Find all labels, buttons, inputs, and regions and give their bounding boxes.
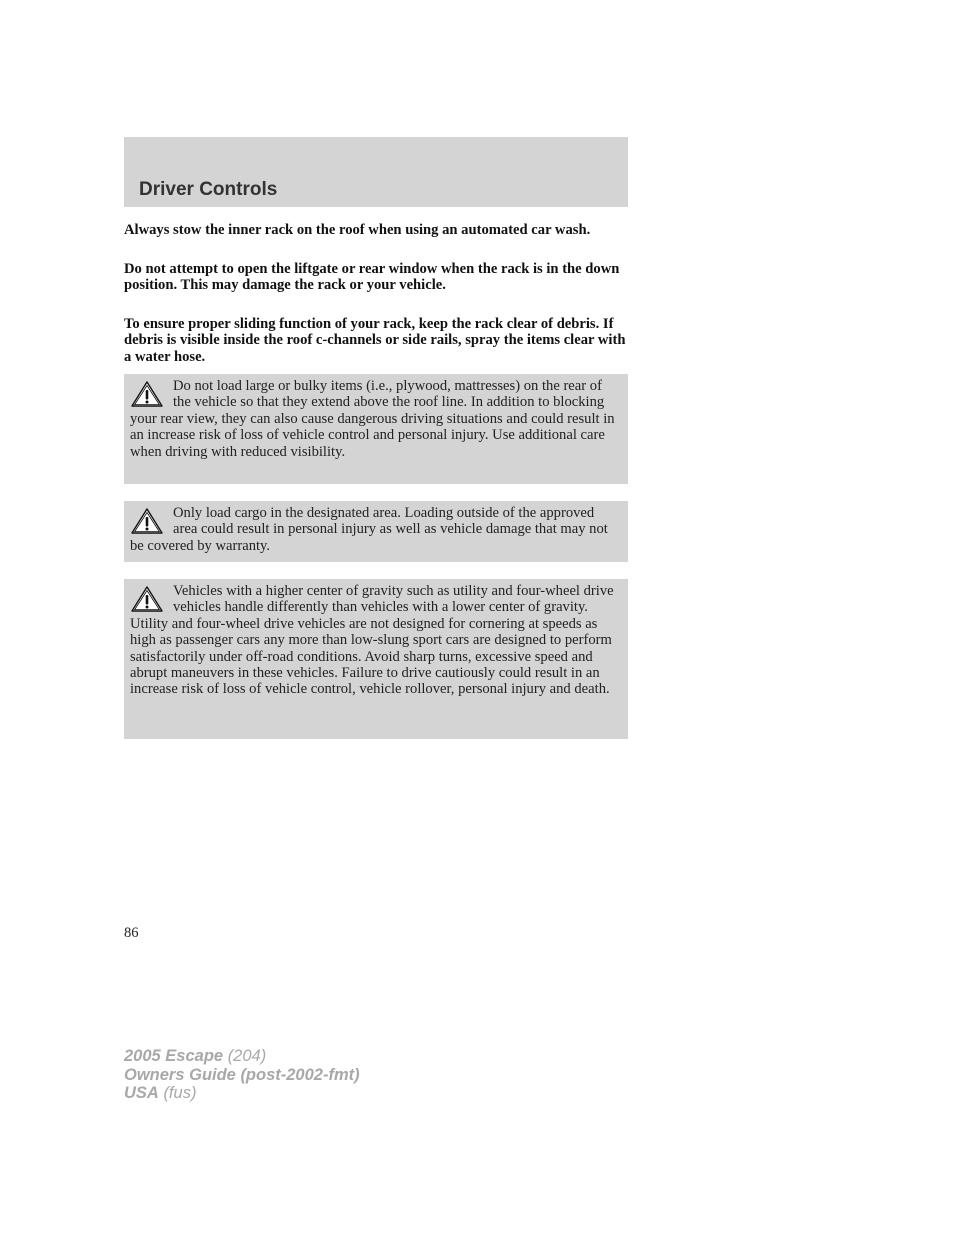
footer-model: 2005 Escape xyxy=(124,1047,224,1065)
footer-line-region xyxy=(124,1084,360,1103)
warning-triangle-icon xyxy=(130,585,164,613)
document-footer xyxy=(124,1047,360,1103)
footer-line-guide xyxy=(124,1066,360,1085)
instruction-paragraph-liftgate: Do not attempt to open the liftgate or rear window when the rack is in the down position. This may damage the rack or your vehicle. xyxy=(124,261,620,294)
section-header-band xyxy=(124,137,628,207)
footer-region-code: (fus) xyxy=(163,1084,197,1102)
page-number: 86 xyxy=(124,925,139,941)
warning-box-center-of-gravity xyxy=(124,579,628,739)
warning-text: Only load cargo in the designated area. Loading outside of the approved area could result in personal injury as well as vehicle damage that may not be covered by warranty. xyxy=(130,505,608,554)
section-title: Driver Controls xyxy=(139,179,278,200)
footer-model-code: (204) xyxy=(227,1047,267,1065)
warning-text: Do not load large or bulky items (i.e., plywood, mattresses) on the rear of the vehicle so that they extend above the roof line. In addition to blocking your rear view, they can also cause dangerous driving situations and could result in an increase risk of loss of vehicle control and personal injury. Use additional care when driving with reduced visibility. xyxy=(130,378,615,460)
warning-box-bulky-items xyxy=(124,374,628,484)
warning-text: Vehicles with a higher center of gravity such as utility and four-wheel drive vehicles handle differently than vehicles with a lower center of gravity. Utility and four-wheel drive vehicles are not designed for cornering at speeds as high as passenger cars any more than low-slung sport cars are designed to perform satisfactorily under off-road conditions. Avoid sharp turns, excessive speed and abrupt maneuvers in these vehicles. Failure to drive cautiously could result in an increase risk of loss of vehicle control, vehicle rollover, personal injury and death. xyxy=(130,583,614,698)
instruction-paragraph-car-wash: Always stow the inner rack on the roof when using an automated car wash. xyxy=(124,222,591,238)
warning-triangle-icon xyxy=(130,380,164,408)
instruction-paragraph-debris: To ensure proper sliding function of your rack, keep the rack clear of debris. If debris is visible inside the roof c-channels or side rails, spray the items clear with a water hose. xyxy=(124,316,626,365)
warning-box-cargo-area xyxy=(124,501,628,562)
footer-line-model xyxy=(124,1047,360,1066)
warning-triangle-icon xyxy=(130,507,164,535)
footer-region: USA xyxy=(124,1084,159,1102)
footer-guide: Owners Guide (post-2002-fmt) xyxy=(124,1065,360,1084)
